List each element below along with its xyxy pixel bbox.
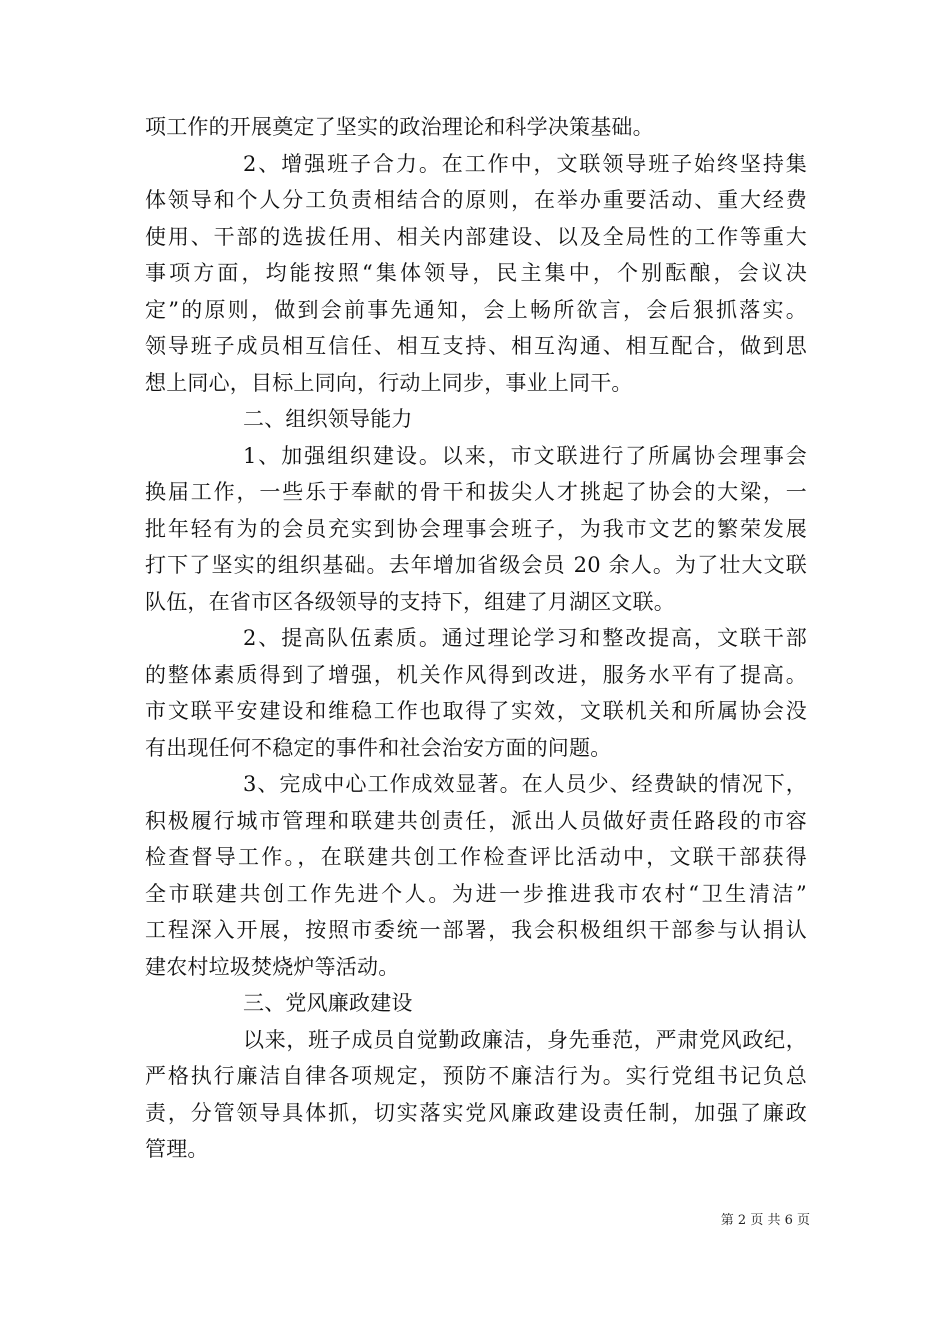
text-line: 2、提高队伍素质。通过理论学习和整改提高，文联干部 — [243, 626, 807, 650]
text-line: 领导班子成员相互信任、相互支持、相互沟通、相互配合，做到思 — [145, 334, 807, 358]
text-line: 体领导和个人分工负责相结合的原则，在举办重要活动、重大经费 — [145, 188, 807, 212]
text-line: 项工作的开展奠定了坚实的政治理论和科学决策基础。 — [145, 115, 654, 139]
text-line: 检查督导工作。，在联建共创工作检查评比活动中，文联干部获得 — [145, 845, 807, 869]
text-line: 工程深入开展，按照市委统一部署，我会积极组织干部参与认捐认 — [145, 918, 807, 942]
text-line: 队伍，在省市区各级领导的支持下，组建了月湖区文联。 — [145, 589, 675, 614]
text-line: 市文联平安建设和维稳工作也取得了实效，文联机关和所属协会没 — [145, 699, 807, 723]
text-line: 换届工作，一些乐于奉献的骨干和拔尖人才挑起了协会的大梁，一 — [145, 480, 807, 504]
text-line: 严格执行廉洁自律各项规定，预防不廉洁行为。实行党组书记负总 — [145, 1064, 807, 1088]
text-line: 全市联建共创工作先进个人。为进一步推进我市农村“卫生清洁” — [145, 881, 807, 906]
text-line: 打下了坚实的组织基础。去年增加省级会员 20 余人。为了壮大文联 — [145, 553, 807, 577]
text-line: 2、增强班子合力。在工作中，文联领导班子始终坚持集 — [243, 151, 807, 176]
text-line: 定”的原则，做到会前事先通知，会上畅所欲言，会后狠抓落实。 — [145, 297, 807, 322]
text-line: 建农村垃圾焚烧炉等活动。 — [145, 954, 400, 979]
text-line: 积极履行城市管理和联建共创责任，派出人员做好责任路段的市容 — [145, 808, 807, 833]
text-line: 想上同心，目标上同向，行动上同步，事业上同干。 — [145, 370, 633, 395]
text-line: 批年轻有为的会员充实到协会理事会班子，为我市文艺的繁荣发展 — [145, 516, 807, 541]
text-line: 有出现任何不稳定的事件和社会治安方面的问题。 — [145, 735, 612, 760]
text-line: 事项方面，均能按照“集体领导，民主集中，个别酝酿，会议决 — [145, 261, 807, 285]
text-line: 责，分管领导具体抓，切实落实党风廉政建设责任制，加强了廉政 — [145, 1100, 807, 1125]
text-line: 1、加强组织建设。以来，市文联进行了所属协会理事会 — [243, 443, 807, 468]
text-line: 3、完成中心工作成效显著。在人员少、经费缺的情况下， — [243, 772, 807, 796]
text-line: 以来，班子成员自觉勤政廉洁，身先垂范，严肃党风政纪， — [243, 1027, 807, 1052]
text-line: 管理。 — [145, 1137, 209, 1161]
text-line: 使用、干部的选拔任用、相关内部建设、以及全局性的工作等重大 — [145, 224, 807, 249]
page-number: 第 2 页 共 6 页 — [720, 1213, 810, 1228]
section-heading: 二、组织领导能力 — [243, 407, 413, 431]
text-line: 的整体素质得到了增强，机关作风得到改进，服务水平有了提高。 — [145, 662, 807, 687]
section-heading: 三、党风廉政建设 — [243, 991, 413, 1015]
